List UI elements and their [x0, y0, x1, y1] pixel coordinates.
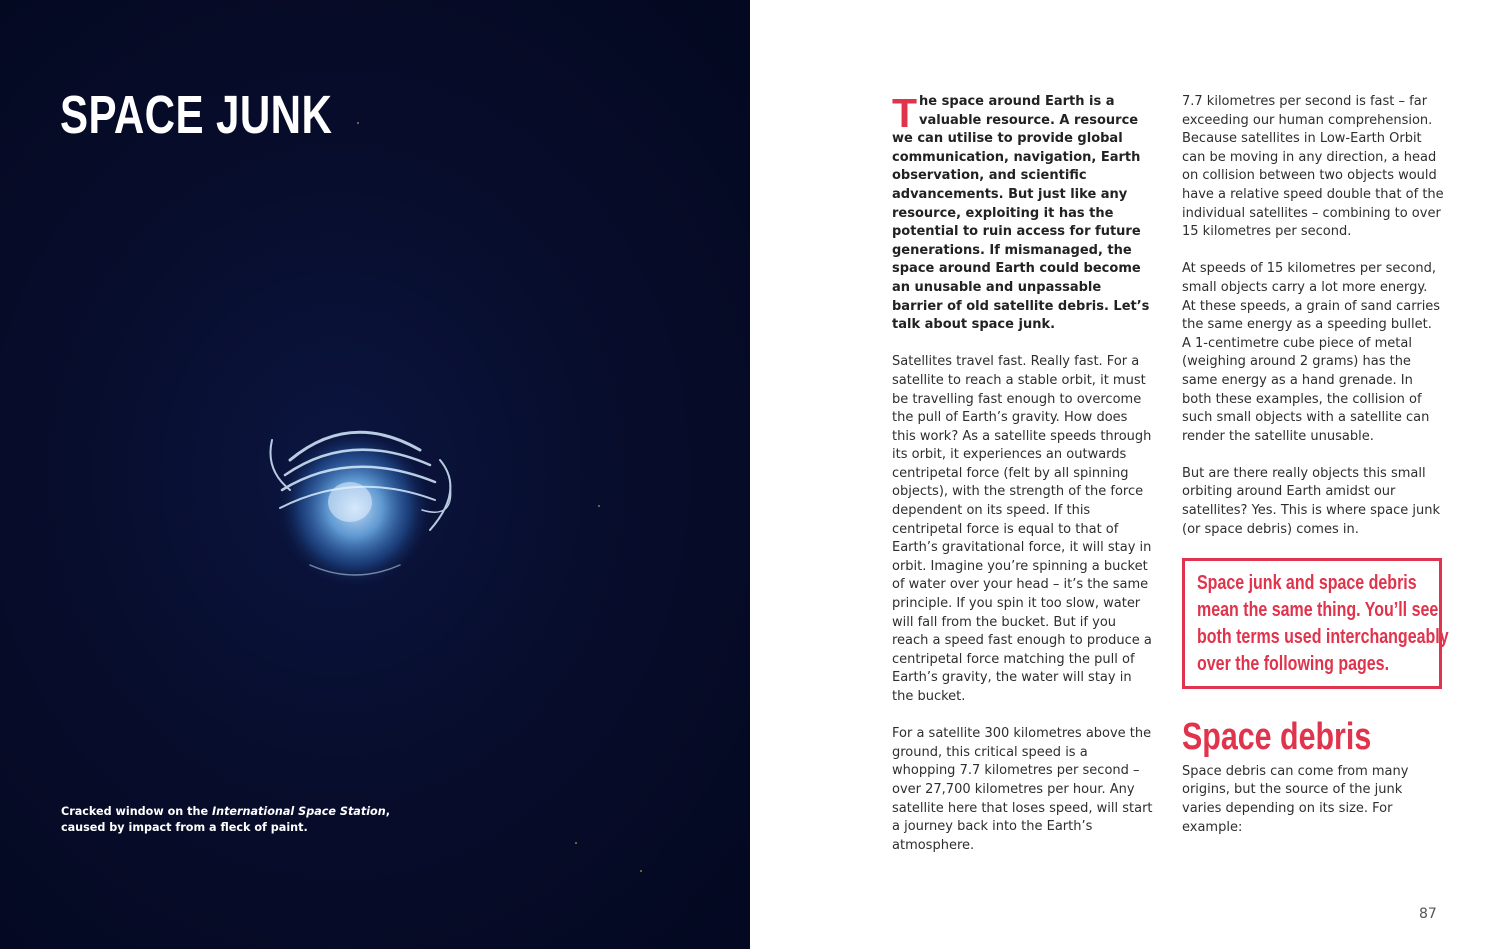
paragraph: But are there really objects this small orbiting around Earth amidst our satellites? Yes. This is where space junk (or space debris) comes in. [1182, 465, 1440, 537]
caption-suffix: , [385, 805, 390, 818]
intro-paragraph [892, 90, 1154, 335]
photo-caption [61, 804, 391, 836]
star [640, 870, 642, 872]
callout-line: both terms used interchangeably [1197, 625, 1449, 648]
drop-cap: T [892, 90, 918, 136]
cracked-window-image [250, 390, 480, 600]
caption-italic: International Space Station [211, 805, 386, 818]
paragraph: For a satellite 300 kilometres above the ground, this critical speed is a whopping 7.7 kilometres per second – over 27,700 kilometres per hour. Any satellite here that loses speed, will start a journey back into the Earth’s atmosphere. [892, 726, 1153, 853]
paragraph: Satellites travel fast. Really fast. For a satellite to reach a stable orbit, it must be travelling fast enough to overcome the pull of Earth’s gravity. How does this work? As a satellite speeds through its orbit, it experiences an outwards centripetal force (felt by all spinning objects), with the strength of the force dependent on its speed. If this centripetal force is equal to that of Earth’s gravitational force, it will stay in orbit. Imagine you’re spinning a bucket of water over your head – it’s the same principle. If you spin it too slow, water will fall from the bucket. But if you reach a speed fast enough to produce a centripetal force matching the pull of Earth’s gravity, the water will stay in the bucket. [892, 354, 1152, 704]
star [575, 842, 577, 844]
callout-line: mean the same thing. You’ll see [1197, 598, 1439, 621]
text-column-1 [892, 90, 1154, 874]
callout-line: Space junk and space debris [1197, 571, 1417, 594]
callout-box [1182, 558, 1449, 689]
callout-line: over the following pages. [1197, 652, 1390, 675]
paragraph: 7.7 kilometres per second is fast – far exceeding our human comprehension. Because satellites in Low-Earth Orbit can be moving in any direction, a head on collision between two objects would have a relative speed double that of the individual satellites – combining to over 15 kilometres per second. [1182, 94, 1444, 240]
star [598, 505, 600, 507]
caption-prefix: Cracked window on the [61, 805, 212, 818]
page-title: SPACE JUNK [60, 85, 333, 145]
intro-text: he space around Earth is a valuable resource. A resource we can utilise to provide global communication, navigation, Earth observation, and scientific advancements. But just like any resource, exploiting it has the potential to ruin access for future generations. If mismanaged, the space around Earth could become an unusable and unpassable barrier of old satellite debris. Let’s talk about space junk. [892, 94, 1150, 333]
text-column-2 [1182, 93, 1449, 856]
caption-line2: caused by impact from a fleck of paint. [61, 821, 308, 834]
page-number: 87 [1419, 906, 1437, 922]
paragraph: Space debris can come from many origins, but the source of the junk varies depending on its size. For example: [1182, 763, 1409, 835]
section-heading: Space debris [1182, 715, 1372, 758]
star [357, 122, 359, 124]
paragraph: At speeds of 15 kilometres per second, small objects carry a lot more energy. At these speeds, a grain of sand carries the same energy as a speeding bullet. A 1-centimetre cube piece of metal (weighing around 2 grams) has the same energy as a hand grenade. In both these examples, the collision of such small objects with a satellite can render the satellite unusable. [1182, 261, 1441, 444]
